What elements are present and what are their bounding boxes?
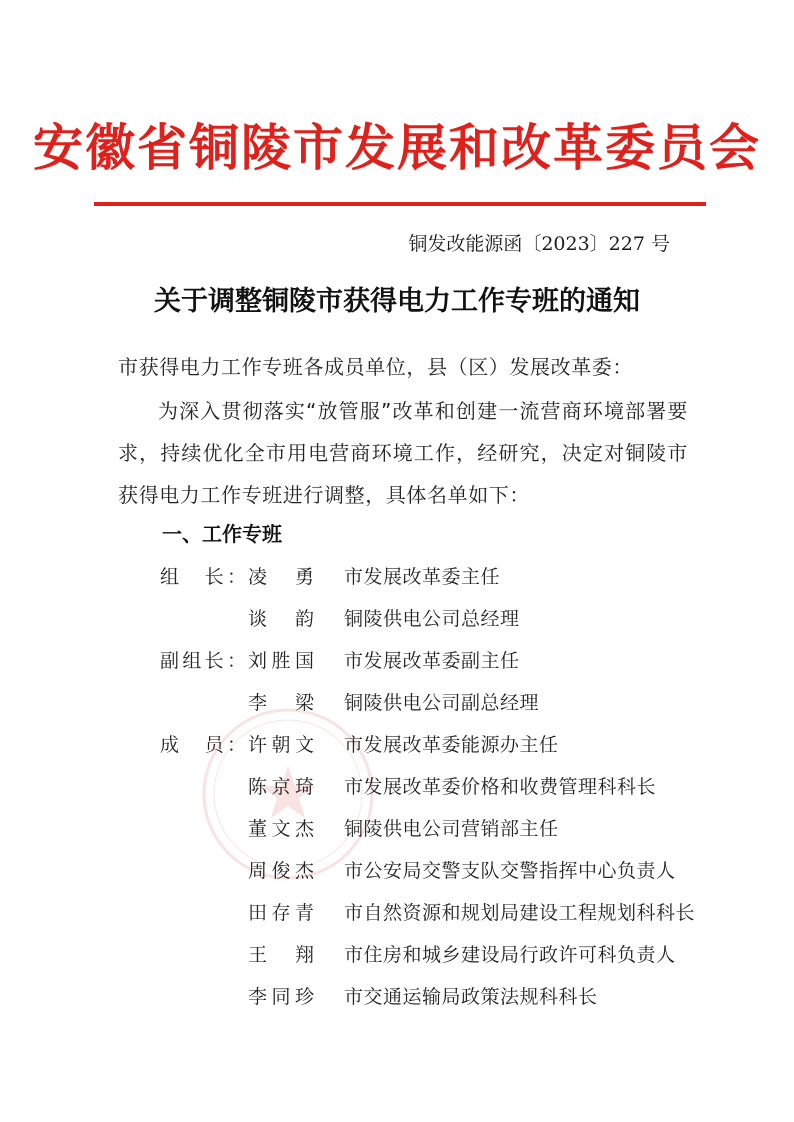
member-position: 铜陵供电公司副总经理 bbox=[344, 692, 540, 714]
role-label: 组 长： bbox=[160, 566, 246, 588]
roster-row bbox=[0, 724, 794, 766]
roster-row bbox=[0, 766, 794, 808]
member-position: 市自然资源和规划局建设工程规划科科长 bbox=[344, 902, 696, 924]
role-label: 副组长： bbox=[160, 650, 246, 672]
roster-row bbox=[0, 808, 794, 850]
member-position: 铜陵供电公司营销部主任 bbox=[344, 818, 559, 840]
member-roster bbox=[0, 556, 794, 1018]
member-position: 市发展改革委价格和收费管理科科长 bbox=[344, 776, 657, 798]
member-name: 凌 勇 bbox=[248, 566, 314, 588]
member-name: 谈 韵 bbox=[248, 608, 314, 630]
body-paragraph: 为深入贯彻落实“放管服”改革和创建一流营商环境部署要求，持续优化全市用电营商环境工作，经研究，决定对铜陵市获得电力工作专班进行调整，具体名单如下： bbox=[118, 399, 688, 507]
roster-row bbox=[0, 556, 794, 598]
roster-row bbox=[0, 598, 794, 640]
member-name: 田存青 bbox=[248, 902, 314, 924]
member-position: 市发展改革委主任 bbox=[344, 566, 501, 588]
roster-row bbox=[0, 892, 794, 934]
letterhead-title: 安徽省铜陵市发展和改革委员会 bbox=[33, 118, 761, 177]
document-title: 关于调整铜陵市获得电力工作专班的通知 bbox=[154, 286, 640, 317]
roster-row bbox=[0, 640, 794, 682]
member-name: 董文杰 bbox=[248, 818, 314, 840]
member-name: 刘胜国 bbox=[248, 650, 314, 672]
member-name: 李同珍 bbox=[248, 986, 314, 1008]
member-position: 市发展改革委副主任 bbox=[344, 650, 520, 672]
roster-row bbox=[0, 850, 794, 892]
member-name: 许朝文 bbox=[248, 734, 314, 756]
member-position: 铜陵供电公司总经理 bbox=[344, 608, 520, 630]
section-heading: 一、工作专班 bbox=[162, 522, 282, 546]
member-position: 市住房和城乡建设局行政许可科负责人 bbox=[344, 944, 676, 966]
role-label: 成 员： bbox=[160, 734, 246, 756]
addressee: 市获得电力工作专班各成员单位，县（区）发展改革委： bbox=[118, 355, 633, 379]
document-number: 铜发改能源函〔2023〕227 号 bbox=[408, 233, 670, 255]
member-name: 李 梁 bbox=[248, 692, 314, 714]
roster-row bbox=[0, 976, 794, 1018]
roster-row bbox=[0, 682, 794, 724]
member-position: 市交通运输局政策法规科科长 bbox=[344, 986, 598, 1008]
member-position: 市发展改革委能源办主任 bbox=[344, 734, 559, 756]
member-name: 王 翔 bbox=[248, 944, 314, 966]
letterhead-rule bbox=[94, 202, 706, 206]
member-name: 陈京琦 bbox=[248, 776, 314, 798]
member-name: 周俊杰 bbox=[248, 860, 314, 882]
member-position: 市公安局交警支队交警指挥中心负责人 bbox=[344, 860, 676, 882]
roster-row bbox=[0, 934, 794, 976]
